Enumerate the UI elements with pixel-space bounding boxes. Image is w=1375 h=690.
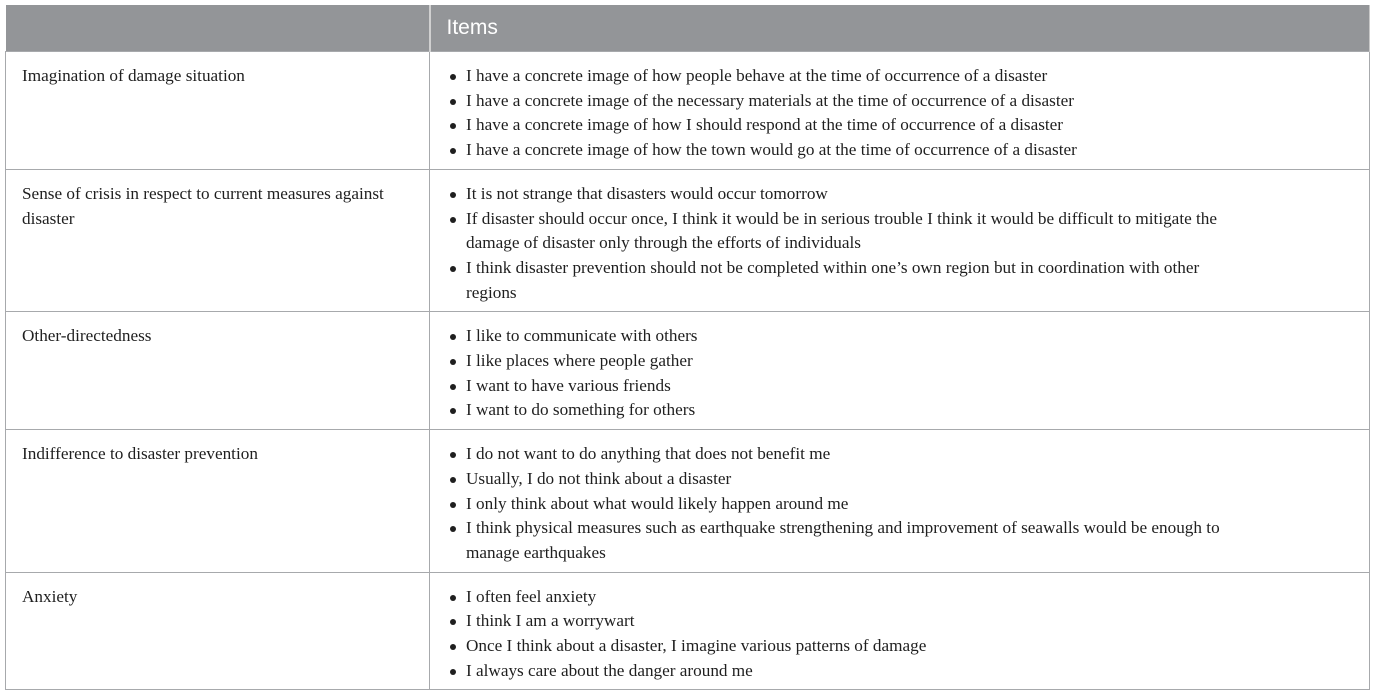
list-item: If disaster should occur once, I think it would be in serious trouble I think it would be difficult to mitigate the damage of disaster only through the efforts of individuals <box>450 207 1238 256</box>
list-item: I have a concrete image of the necessary materials at the time of occurrence of a disaster <box>450 89 1238 114</box>
category-cell: Anxiety <box>6 572 430 690</box>
table-row <box>6 572 1370 690</box>
list-item: Once I think about a disaster, I imagine various patterns of damage <box>450 634 1238 659</box>
list-item: I want to do something for others <box>450 398 1238 423</box>
list-item: I think physical measures such as earthquake strengthening and improvement of seawalls would be enough to manage earthquakes <box>450 516 1238 565</box>
item-list <box>450 324 1357 423</box>
items-cell <box>430 169 1370 312</box>
list-item: I think I am a worrywart <box>450 609 1238 634</box>
table-row <box>6 312 1370 430</box>
list-item: I like to communicate with others <box>450 324 1238 349</box>
list-item: I like places where people gather <box>450 349 1238 374</box>
items-cell <box>430 312 1370 430</box>
category-cell: Indifference to disaster prevention <box>6 430 430 573</box>
list-item: I have a concrete image of how the town would go at the time of occurrence of a disaster <box>450 138 1238 163</box>
items-cell <box>430 430 1370 573</box>
item-list <box>450 182 1357 306</box>
header-category-cell <box>6 5 430 52</box>
item-list <box>450 442 1357 566</box>
table-row <box>6 430 1370 573</box>
items-table <box>5 5 1370 690</box>
category-cell: Sense of crisis in respect to current measures against disaster <box>6 169 430 312</box>
list-item: I always care about the danger around me <box>450 659 1238 684</box>
header-row <box>6 5 1370 52</box>
category-cell: Other-directedness <box>6 312 430 430</box>
list-item: It is not strange that disasters would occur tomorrow <box>450 182 1238 207</box>
table-row <box>6 52 1370 170</box>
table-body <box>6 52 1370 690</box>
items-cell <box>430 572 1370 690</box>
item-list <box>450 64 1357 163</box>
list-item: I want to have various friends <box>450 374 1238 399</box>
item-list <box>450 585 1357 684</box>
category-cell: Imagination of damage situation <box>6 52 430 170</box>
list-item: I often feel anxiety <box>450 585 1238 610</box>
list-item: I do not want to do anything that does not benefit me <box>450 442 1238 467</box>
list-item: Usually, I do not think about a disaster <box>450 467 1238 492</box>
table-row <box>6 169 1370 312</box>
table-header <box>6 5 1370 52</box>
list-item: I have a concrete image of how I should respond at the time of occurrence of a disaster <box>450 113 1238 138</box>
list-item: I think disaster prevention should not be completed within one’s own region but in coordination with other regions <box>450 256 1238 305</box>
items-cell <box>430 52 1370 170</box>
list-item: I only think about what would likely happen around me <box>450 492 1238 517</box>
header-items-cell: Items <box>430 5 1370 52</box>
list-item: I have a concrete image of how people behave at the time of occurrence of a disaster <box>450 64 1238 89</box>
